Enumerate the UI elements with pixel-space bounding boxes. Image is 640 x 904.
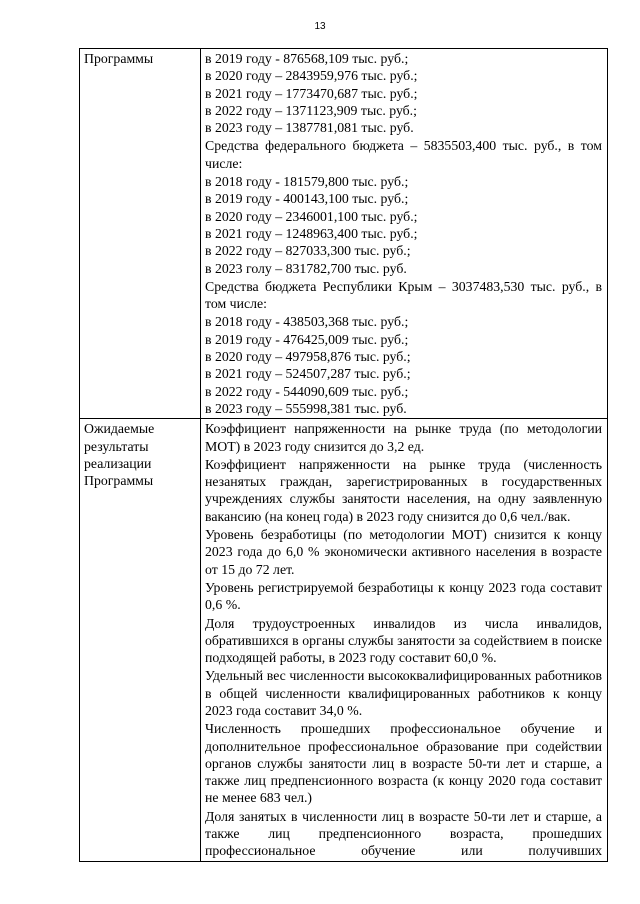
- result-paragraph: Доля трудоустроенных инвалидов из числа инвалидов, обратившихся в органы службы занятости за содействием в поиске подходящей работы, в 2023 году составит 60,0 %.: [205, 615, 602, 666]
- result-paragraph: Коэффициент напряженности на рынке труда (численность незанятых граждан, зарегистрированных в государственных учреждениях службы занятости населения, на одну заявленную вакансию (на конец года) в 2023 году снизится до 0,6 чел./вак.: [205, 456, 602, 524]
- funding-line: в 2020 году – 2346001,100 тыс. руб.;: [205, 208, 418, 224]
- funding-line: в 2022 году – 1371123,909 тыс. руб.;: [205, 102, 417, 118]
- row-label-line: результаты: [84, 438, 149, 454]
- expected-results-cell: [201, 419, 608, 861]
- result-paragraph: Уровень регистрируемой безработицы к концу 2023 года составит 0,6 %.: [205, 579, 602, 613]
- funding-line: в 2021 году – 524507,287 тыс. руб.;: [205, 366, 411, 382]
- row-label-line: реализации: [84, 455, 152, 471]
- program-passport-table: [79, 48, 608, 862]
- funding-line: в 2022 году - 544090,609 тыс. руб.;: [205, 383, 409, 399]
- crimea-budget-heading: Средства бюджета Республики Крым – 3037483,530 тыс. руб., в том числе:: [205, 278, 602, 312]
- row-label-line: Программы: [84, 473, 154, 489]
- funding-line: в 2022 году – 827033,300 тыс. руб.;: [205, 243, 411, 259]
- row-label-cell: [80, 419, 201, 861]
- funding-line: в 2020 году – 2843959,976 тыс. руб.;: [205, 68, 418, 84]
- row-label-cell: [80, 49, 201, 419]
- result-paragraph: Удельный вес численности высококвалифицированных работников в общей численности квалифицированных работников к концу 2023 года составит 34,0 %.: [205, 668, 602, 718]
- funding-line: в 2023 году – 555998,381 тыс. руб.: [205, 400, 407, 416]
- page-number: 13: [314, 21, 326, 32]
- funding-line: в 2018 году - 438503,368 тыс. руб.;: [205, 314, 409, 330]
- funding-line: в 2018 году - 181579,800 тыс. руб.;: [205, 174, 409, 190]
- funding-line: в 2023 голу – 831782,700 тыс. руб.: [205, 260, 407, 276]
- funding-line: в 2020 году – 497958,876 тыс. руб.;: [205, 349, 411, 365]
- table-row-expected-results: [80, 419, 608, 861]
- funding-content-cell: [201, 49, 608, 419]
- result-paragraph: Коэффициент напряженности на рынке труда (по методологии МОТ) в 2023 году снизится до 3,2 ед.: [205, 421, 602, 454]
- row-label-line: Ожидаемые: [84, 421, 155, 437]
- row-label-line: Программы: [84, 51, 154, 66]
- table-row-funding: [80, 49, 608, 419]
- federal-budget-heading: Средства федерального бюджета – 5835503,400 тыс. руб., в том числе:: [205, 138, 602, 171]
- funding-line: в 2021 году – 1773470,687 тыс. руб.;: [205, 85, 418, 101]
- result-paragraph: Уровень безработицы (по методологии МОТ) снизится к концу 2023 года до 6,0 % экономически активного населения в возрасте от 15 до 72 лет.: [205, 527, 602, 577]
- result-paragraph: Доля занятых в численности лиц в возрасте 50-ти лет и старше, а также лиц предпенсионного возраста, прошедших профессиональное обучение или получивших: [205, 808, 602, 859]
- funding-line: в 2019 году - 876568,109 тыс. руб.;: [205, 51, 409, 66]
- funding-line: в 2023 году – 1387781,081 тыс. руб.: [205, 120, 414, 136]
- funding-line: в 2021 году – 1248963,400 тыс. руб.;: [205, 225, 418, 241]
- result-paragraph: Численность прошедших профессиональное обучение и дополнительное профессиональное образование при содействии органов службы занятости лиц в возрасте 50-ти лет и старше, а также лиц предпенсионного возраста (к концу 2020 года составит не менее 683 чел.): [205, 721, 602, 806]
- funding-line: в 2019 году - 476425,009 тыс. руб.;: [205, 331, 409, 347]
- funding-line: в 2019 году - 400143,100 тыс. руб.;: [205, 191, 409, 207]
